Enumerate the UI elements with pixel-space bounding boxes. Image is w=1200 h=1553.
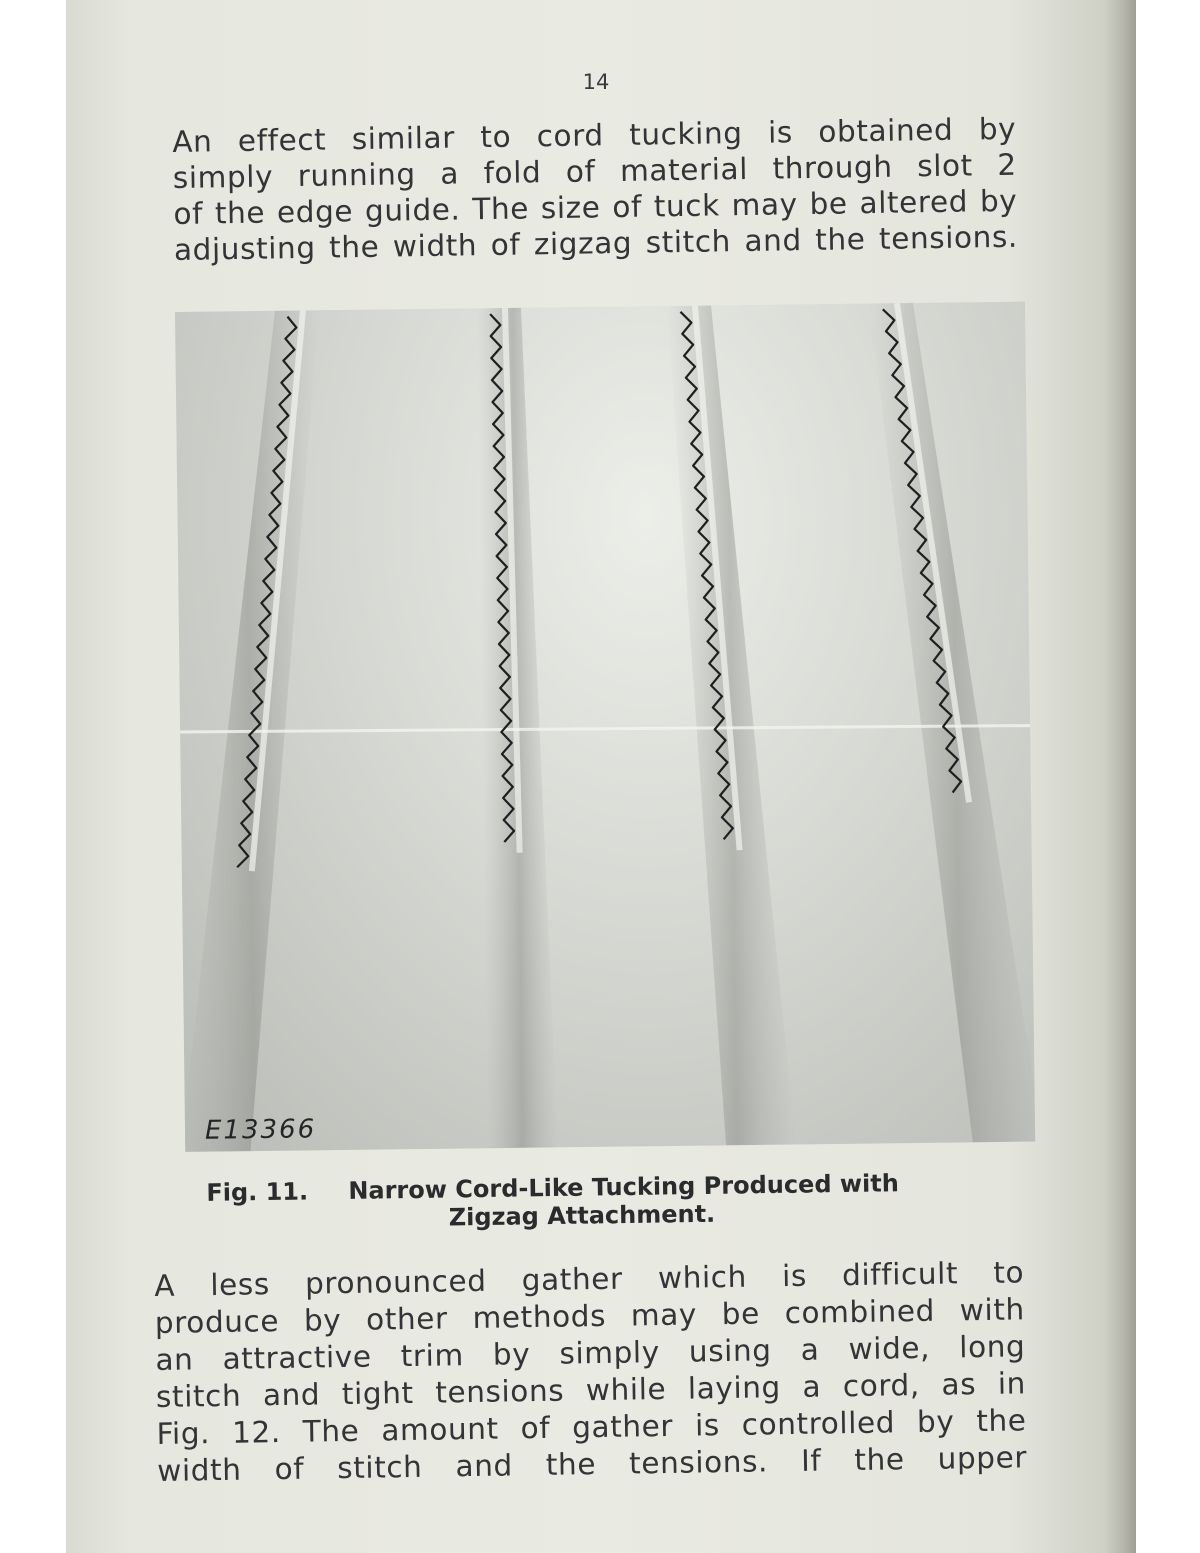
text-line: width of stitch and the tensions. If the upper — [156, 1440, 1028, 1488]
caption-label: Fig. 11. — [206, 1177, 309, 1207]
book-page — [66, 0, 1136, 1553]
paragraph-2 — [154, 1254, 1027, 1490]
text-line: A less pronounced gather which is difficult to — [154, 1255, 1025, 1303]
text-line: adjusting the width of zigzag stitch and the tensions. — [173, 219, 1019, 267]
page-crease — [180, 722, 1030, 736]
text-line: stitch and tight tensions while laying a cord, as in — [155, 1366, 1027, 1414]
caption-title-line-1: Narrow Cord-Like Tucking Produced with — [348, 1169, 900, 1205]
figure-code: E13366 — [204, 1114, 317, 1146]
text-line: of the edge guide. The size of tuck may be altered by — [173, 183, 1018, 231]
fabric-tucks-illustration — [175, 302, 1035, 1152]
text-line: simply running a fold of material through slot 2 — [172, 147, 1018, 195]
caption-title-line-2: Zigzag Attachment. — [448, 1199, 716, 1232]
text-line: Fig. 12. The amount of gather is controlled by the — [156, 1403, 1027, 1451]
tuck-fold-shadow — [869, 302, 1035, 1144]
figure-photo-tucking — [175, 302, 1035, 1152]
text-line: produce by other methods may be combined with — [154, 1292, 1026, 1340]
figure-caption — [198, 1156, 1038, 1232]
page-edge-shadow — [1104, 0, 1136, 1553]
text-line: An effect similar to cord tucking is obtained by — [172, 111, 1017, 159]
paragraph-1 — [172, 111, 1018, 268]
page-number: 14 — [582, 70, 610, 94]
text-line: an attractive trim by simply using a wide, long — [155, 1329, 1026, 1377]
